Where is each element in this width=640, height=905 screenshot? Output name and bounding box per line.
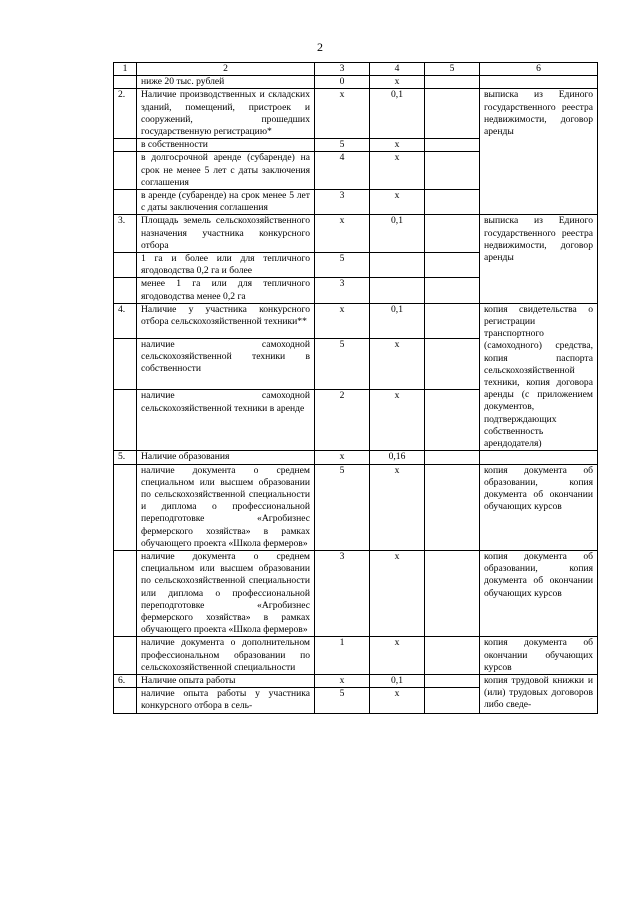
score-cell: 4 [315,152,370,190]
score-cell: 5 [315,688,370,713]
score-cell: 5 [315,338,370,390]
col5-cell [425,253,480,278]
criterion-cell: Наличие производственных и складских зданий, помещений, пристроек и сооружений, прошедших государственную регистрацию* [137,89,315,139]
col5-cell [425,637,480,675]
col5-cell [425,674,480,687]
score-cell: х [315,451,370,464]
header-cell: 1 [114,63,137,76]
criterion-cell: в аренде (субаренде) на срок менее 5 лет с даты заключения соглашения [137,190,315,215]
table-row [114,550,598,636]
table-header-row [114,63,598,76]
col5-cell [425,190,480,215]
criterion-cell: в собственности [137,139,315,152]
document-cell: выписка из Единого государственного реестра недвижимости, договор аренды [480,89,598,215]
score-cell: 1 [315,637,370,675]
document-cell: копия свидетельства о регистрации транспортного (самоходного) средства, копия паспорта сельскохозяйственной техники, копия договора аренды (с приложением документов, подтверждающих собственность арендодателя) [480,303,598,450]
weight-cell: 0,1 [370,215,425,253]
row-number: 5. [114,451,137,464]
col5-cell [425,390,480,451]
table-row [114,303,598,338]
criterion-cell: в долгосрочной аренде (субаренде) на срок не менее 5 лет с даты заключения соглашения [137,152,315,190]
score-cell: 3 [315,550,370,636]
row-number [114,464,137,550]
score-cell: 0 [315,76,370,89]
table-row [114,674,598,687]
score-cell: х [315,303,370,338]
document-cell [480,451,598,464]
criterion-cell: ниже 20 тыс. рублей [137,76,315,89]
weight-cell: х [370,637,425,675]
col5-cell [425,76,480,89]
col5-cell [425,89,480,139]
weight-cell: 0,1 [370,89,425,139]
weight-cell: 0,16 [370,451,425,464]
score-cell: 5 [315,253,370,278]
weight-cell: х [370,390,425,451]
weight-cell: х [370,76,425,89]
weight-cell: х [370,550,425,636]
weight-cell: х [370,139,425,152]
row-number [114,637,137,675]
col5-cell [425,338,480,390]
criterion-cell: наличие документа о среднем специальном или высшем образовании по сельскохозяйственной специальности и диплома о профессиональной переподготовке «Агробизнес фермерского хозяйства» в рамках обучающего проекта «Школа фермеров» [137,464,315,550]
criterion-cell: наличие документа о дополнительном профессиональном образовании по сельскохозяйственной специальности [137,637,315,675]
score-cell: 5 [315,139,370,152]
score-cell: 3 [315,278,370,303]
row-number [114,190,137,215]
weight-cell: 0,1 [370,674,425,687]
weight-cell: х [370,338,425,390]
criterion-cell: Наличие у участника конкурсного отбора сельскохозяйственной техники** [137,303,315,338]
score-cell: 2 [315,390,370,451]
document-cell: копия документа об образовании, копия документа об окончании обучающих курсов [480,550,598,636]
document-cell: выписка из Единого государственного реестра недвижимости, договор аренды [480,215,598,303]
row-number [114,139,137,152]
document-cell: копия трудовой книжки и (или) трудовых договоров либо сведе- [480,674,598,713]
row-number [114,278,137,303]
score-cell: 3 [315,190,370,215]
document-cell: копия документа об образовании, копия документа об окончании обучающих курсов [480,464,598,550]
criterion-cell: Площадь земель сельскохозяйственного назначения участника конкурсного отбора [137,215,315,253]
header-cell: 6 [480,63,598,76]
table-row [114,215,598,253]
criterion-cell: Наличие опыта работы [137,674,315,687]
criterion-cell: наличие опыта работы у участника конкурсного отбора в сель- [137,688,315,713]
header-cell: 2 [137,63,315,76]
criterion-cell: наличие самоходной сельскохозяйственной техники в аренде [137,390,315,451]
table-row [114,637,598,675]
row-number [114,253,137,278]
col5-cell [425,464,480,550]
col5-cell [425,278,480,303]
col5-cell [425,303,480,338]
table-row [114,464,598,550]
col5-cell [425,139,480,152]
score-cell: 5 [315,464,370,550]
criterion-cell: менее 1 га или для тепличного ягодоводства менее 0,2 га [137,278,315,303]
score-cell: х [315,674,370,687]
header-cell: 5 [425,63,480,76]
weight-cell [370,253,425,278]
score-cell: х [315,215,370,253]
row-number: 3. [114,215,137,253]
col5-cell [425,152,480,190]
weight-cell [370,278,425,303]
row-number [114,390,137,451]
col5-cell [425,550,480,636]
col5-cell [425,451,480,464]
weight-cell: х [370,152,425,190]
table-row [114,451,598,464]
table-row [114,89,598,139]
row-number [114,338,137,390]
row-number: 2. [114,89,137,139]
weight-cell: х [370,464,425,550]
criterion-cell: 1 га и более или для тепличного ягодоводства 0,2 га и более [137,253,315,278]
weight-cell: х [370,190,425,215]
criterion-cell: наличие документа о среднем специальном или высшем образовании по сельскохозяйственной специальности или диплома о профессиональной переподготовке «Агробизнес фермерского хозяйства» в рамках обучающего проекта «Школа фермеров» [137,550,315,636]
row-number: 6. [114,674,137,687]
criterion-cell: наличие самоходной сельскохозяйственной техники в собственности [137,338,315,390]
row-number [114,550,137,636]
criterion-cell: Наличие образования [137,451,315,464]
score-cell: х [315,89,370,139]
row-number [114,152,137,190]
header-cell: 4 [370,63,425,76]
criteria-table [113,62,598,714]
col5-cell [425,688,480,713]
row-number [114,688,137,713]
row-number: 4. [114,303,137,338]
row-number [114,76,137,89]
weight-cell: 0,1 [370,303,425,338]
document-cell: копия документа об окончании обучающих курсов [480,637,598,675]
document-cell [480,76,598,89]
col5-cell [425,215,480,253]
table-row [114,76,598,89]
header-cell: 3 [315,63,370,76]
page-number: 2 [317,40,323,54]
weight-cell: х [370,688,425,713]
